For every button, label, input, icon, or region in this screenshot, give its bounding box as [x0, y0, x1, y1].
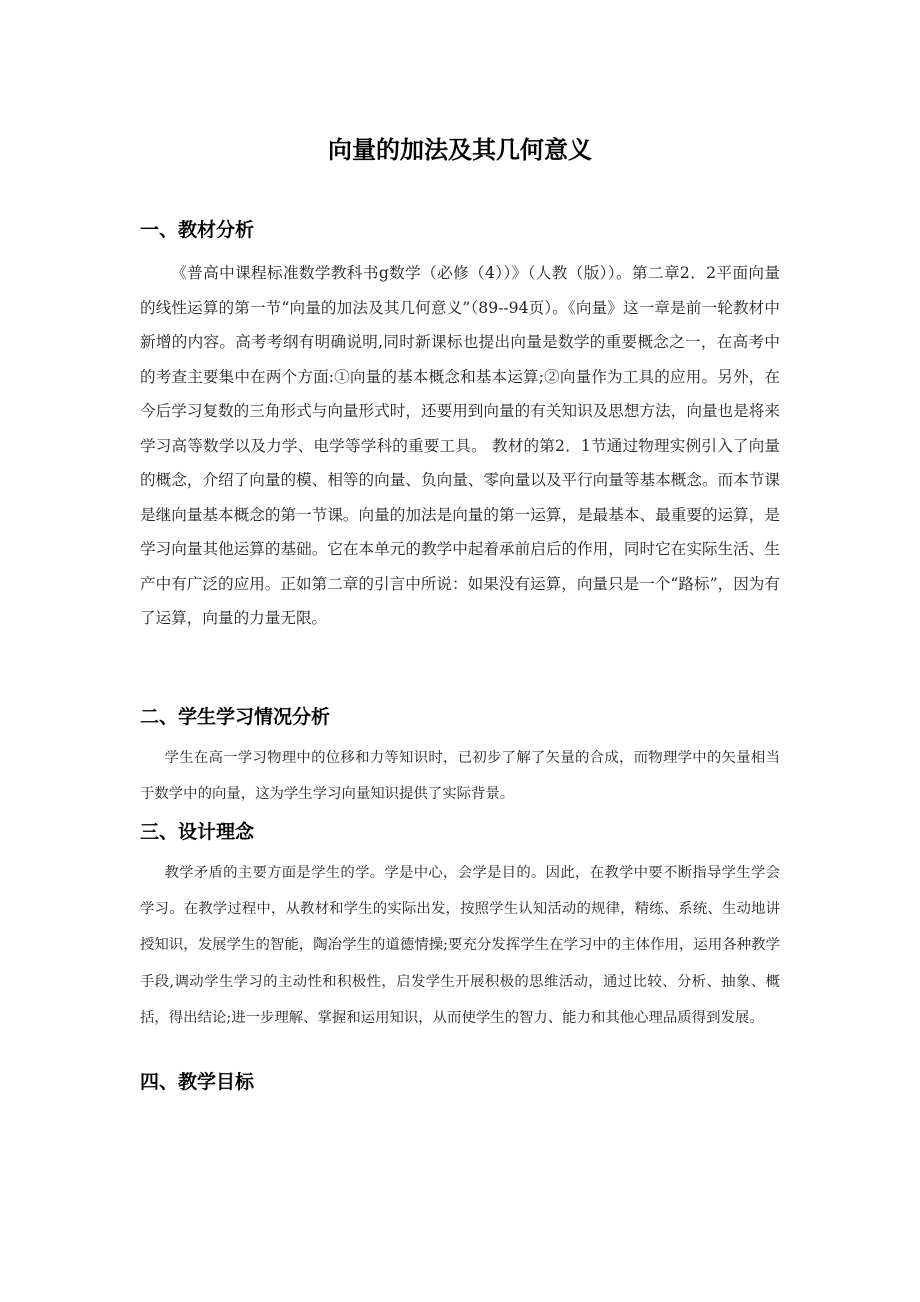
document-title: 向量的加法及其几何意义: [328, 136, 592, 164]
section-paragraph-design-concept: 教学矛盾的主要方面是学生的学。学是中心，会学是目的。因此，在教学中要不断指导学生学会学习。在教学过程中，从教材和学生的实际出发，按照学生认知活动的规律，精练、系统、生动地讲授知识，发展学生的智能，陶冶学生的道德情操;要充分发挥学生在学习中的主体作用，运用各种教学手段,调动学生学习的主动性和积极性，启发学生开展积极的思维活动，通过比较、分析、抽象、概括，得出结论;进一步理解、掌握和运用知识，从而使学生的智力、能力和其他心理品质得到发展。: [140, 865, 780, 1026]
section-paragraph-textbook-analysis: 《普高中课程标准数学教科书g数学（必修（4））》（人教（版））。第二章2．2平面向量的线性运算的第一节“向量的加法及其几何意义”（89--94页）。《向量》这一章是前一轮教材中新增的内容。高考考纲有明确说明,同时新课标也提出向量是数学的重要概念之一，在高考中的考查主要集中在两个方面:①向量的基本概念和基本运算;②向量作为工具的应用。另外，在今后学习复数的三角形式与向量形式时，还要用到向量的有关知识及思想方法，向量也是将来学习高等数学以及力学、电学等学科的重要工具。 教材的第2．1节通过物理实例引入了向量的概念，介绍了向量的模、相等的向量、负向量、零向量以及平行向量等基本概念。而本节课是继向量基本概念的第一节课。向量的加法是向量的第一运算，是最基本、最重要的运算，是学习向量其他运算的基础。它在本单元的教学中起着承前启后的作用，同时它在实际生活、生产中有广泛的应用。正如第二章的引言中所说：如果没有运算，向量只是一个“路标”，因为有了运算，向量的力量无限。: [140, 264, 780, 627]
section-heading-student-analysis: 二、学生学习情况分析: [140, 706, 331, 728]
section-heading-textbook-analysis: 一、教材分析: [140, 219, 255, 241]
section-heading-teaching-goals: 四、教学目标: [140, 1071, 255, 1093]
section-paragraph-student-analysis: 学生在高一学习物理中的位移和力等知识时，已初步了解了矢量的合成，而物理学中的矢量相当于数学中的向量，这为学生学习向量知识提供了实际背景。: [140, 750, 780, 803]
section-heading-design-concept: 三、设计理念: [140, 821, 255, 843]
